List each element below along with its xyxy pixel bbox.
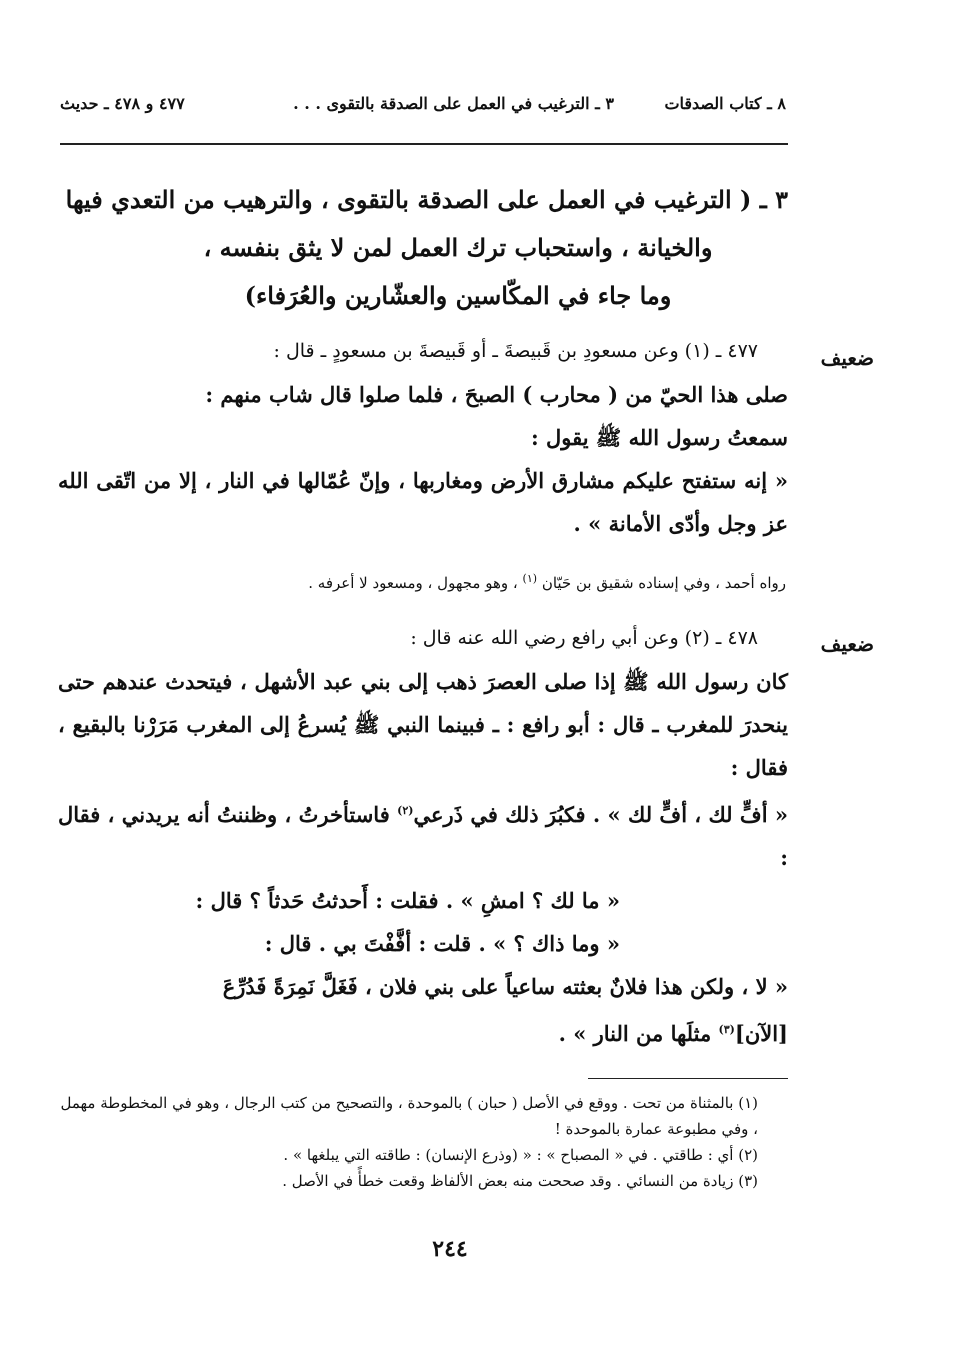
hadith-478-line-5: « لا ، ولكن هذا فلانٌ بعثته ساعياً على بني فلان ، فَغَلَّ نَمِرَةً فَدُرِّعَ: [222, 974, 788, 999]
footnote-2: (٢) أي : طاقتي . في « المصباح » : « (وذرع الإنسان) : طاقته التي يبلغها » .: [283, 1146, 758, 1164]
footnote-marker-1: (١): [522, 572, 538, 585]
hadith-478-line-2-continued: فاستأخرتُ ، وظننتُ أنه يريدني ، فقال :: [58, 802, 788, 870]
hadith-477-line-1: صلى هذا الحيّ من ( محارب ) الصبحَ ، فلما صلوا قال شاب منهم :: [205, 382, 788, 407]
hadith-477: [58, 330, 788, 545]
hadith-477-line-3: « إنه ستفتح عليكم مشارق الأرض ومغاربها ، وإنّ عُمّالها في النار ، إلا من اتّقى الله عز وجل وأدّى الأمانة » .: [58, 468, 788, 536]
footnote-1: (١) بالمثناة من تحت . ووقع في الأصل ( حبان ) بالموحدة ، والتصحيح من كتب الرجال ، وهو في المخطوطة مهمل ، وفي مطبوعة عمارة بالموحدة !: [60, 1094, 758, 1138]
page-number: ٢٤٤: [432, 1236, 468, 1262]
hadith-478: [58, 617, 788, 1055]
hadith-478-line-4: « وما ذاك ؟ » . قلت : أفَّفْتَ بي . قال :: [264, 931, 620, 956]
chapter-title-line-2: والخيانة ، واستحباب ترك العمل لمن لا يثق بنفسه ،: [203, 233, 713, 262]
footnote-3: (٣) زيادة من النسائي . وقد صححت منه بعض الألفاظ وقعت خطأً في الأصل .: [282, 1172, 758, 1190]
hadith-477-line-2: سمعتُ رسول الله ﷺ يقول :: [530, 425, 788, 450]
running-header-hadith-range: ٤٧٧ و ٤٧٨ ـ حديث: [60, 94, 185, 113]
hadith-478-line-1: كان رسول الله ﷺ إذا صلى العصرَ ذهب إلى بني عبد الأشهل ، فيتحدث عندهم حتى ينحدرَ للمغرب ـ قال : أبو رافع : ـ فبينما النبي ﷺ يُسرعُ إلى المغرب مَرَرْنا بالبقيع ، فقال :: [58, 669, 788, 780]
chapter-title: [65, 176, 788, 320]
grade-label-477: ضعيف: [820, 346, 874, 370]
grade-label-478: ضعيف: [820, 632, 874, 656]
chapter-title-line-1: ٣ ـ ( الترغيب في العمل على الصدقة بالتقوى ، والترهيب من التعدي فيها: [65, 185, 788, 214]
header-rule: [60, 143, 788, 145]
hadith-477-isnad: ٤٧٧ ـ (١) وعن مسعودِ بن قَبيصةَ ـ أو قَبيصةَ بن مسعودٍ ـ قال :: [273, 340, 758, 362]
footnote-rule: [588, 1078, 788, 1079]
hadith-477-source-after: ، وهو مجهول ، ومسعود لا أعرفه .: [308, 574, 518, 592]
hadith-478-line-3: « ما لك ؟ امشِ » . فقلت : أَحدثتُ حَدثاً ؟ قال :: [195, 888, 620, 913]
chapter-title-line-3: وما جاء في المكّاسين والعشّارين والعُرَفاء): [244, 281, 672, 310]
hadith-478-line-6-text: مثلَها من النار » .: [558, 1021, 712, 1046]
hadith-477-source-before: رواه أحمد ، وفي إسناده شقيق بن حَيّان: [541, 574, 786, 592]
footnote-marker-3: (٣): [718, 1023, 735, 1036]
hadith-478-isnad: ٤٧٨ ـ (٢) وعن أبي رافع رضي الله عنه قال :: [410, 627, 758, 649]
running-header: [60, 94, 786, 124]
hadith-478-line-2: [58, 789, 788, 879]
running-header-book: ٨ ـ كتاب الصدقات: [664, 94, 786, 113]
hadith-478-bracket-addition: [الآن]: [734, 1021, 788, 1046]
footnote-marker-2: (٢): [397, 804, 414, 817]
hadith-478-line-2-text: « أفٍّ لك ، أفٍّ لك » . فكبُرَ ذلك في ذَرعي: [413, 802, 788, 827]
hadith-478-line-6: [58, 1008, 788, 1055]
hadith-477-source: [126, 566, 786, 596]
running-header-section: ٣ ـ الترغيب في العمل على الصدقة بالتقوى . . .: [293, 94, 614, 113]
footnotes: [58, 1090, 788, 1194]
